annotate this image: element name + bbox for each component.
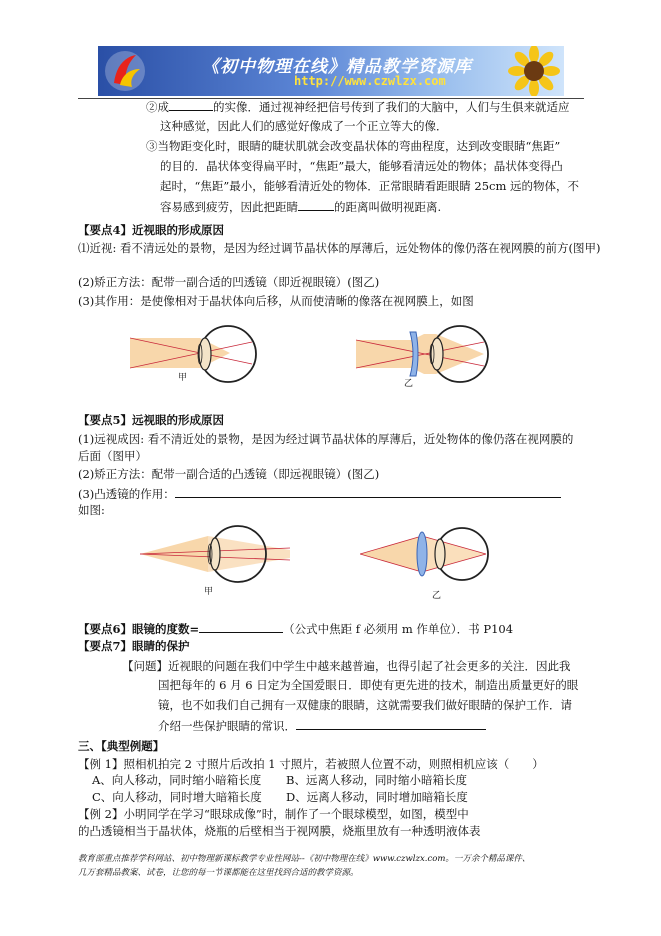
point5-heading: 【要点5】远视眼的形成原因	[78, 413, 225, 427]
text-line: 介绍一些保护眼睛的常识．	[158, 717, 486, 734]
text-line: 【例 2】小明同学在学习“眼球成像”时，制作了一个眼球模型，如图，模型中	[78, 807, 469, 821]
banner-title: 《初中物理在线》精品教学资源库	[202, 57, 472, 77]
myopia-corrected-diagram	[356, 318, 506, 386]
hyperopia-corrected-diagram	[360, 518, 510, 590]
examples-heading: 三、【典型例题】	[78, 739, 165, 753]
text-line: 【例 1】照相机拍完 2 寸照片后改拍 1 寸照片，若被照人位置不动，则照相机应该（ ）	[78, 757, 544, 771]
blank-line	[298, 198, 334, 211]
text-line: 国把每年的 6 月 6 日定为全国爱眼日．即使有更先进的技术，制造出质量更好的眼	[158, 678, 579, 692]
text-line: (3)其作用：是使像相对于晶状体向后移，从而使清晰的像落在视网膜上，如图	[78, 294, 474, 308]
figure-label: 甲	[204, 587, 214, 597]
text-line: (2)矫正方法：配带一副合适的凸透镜（即远视眼镜）(图乙)	[78, 467, 380, 481]
option-a: A、向人移动，同时缩小暗箱长度	[92, 773, 262, 787]
text-line: 镜，也不如我们自己拥有一双健康的眼睛，这就需要我们做好眼睛的保护工作．请	[158, 698, 572, 712]
point6-line: 【要点6】眼镜的度数= （公式中焦距 f 必须用 m 作单位）．书 P104	[78, 622, 514, 636]
figure-label: 乙	[432, 591, 442, 601]
figure-label: 乙	[404, 379, 414, 389]
text-line: 容易感到疲劳，因此把距睛 的距离叫做明视距离.	[160, 200, 442, 214]
text-line: (1)远视成因: 看不清近处的景物，是因为经过调节晶状体的厚薄后，近处物体的像仍落在视网膜的	[78, 432, 574, 446]
text-line: 如图:	[78, 503, 105, 517]
point7-heading: 【要点7】眼睛的保护	[78, 639, 190, 653]
banner-url[interactable]: http://www.czwlzx.com	[294, 74, 446, 88]
option-b: B、远离人移动，同时缩小暗箱长度	[286, 773, 467, 787]
footer-line: 几万套精品教案、试卷，让您的每一节课都能在这里找到合适的教学资源。	[78, 868, 359, 878]
text-line: 后面（图甲）	[78, 449, 147, 463]
site-logo-icon	[102, 49, 148, 93]
text-line: 的目的．晶状体变得扁平时，“焦距”最大，能够看清远处的物体；晶状体变得凸	[160, 159, 563, 173]
option-c: C、向人移动，同时增大暗箱长度	[92, 790, 262, 804]
header-banner	[98, 46, 564, 96]
option-d: D、远离人移动，同时增加暗箱长度	[286, 790, 468, 804]
point4-heading: 【要点4】近视眼的形成原因	[78, 223, 225, 237]
hyperopia-eye-diagram	[140, 518, 292, 590]
text-line: ⑴近视: 看不清远处的景物，是因为经过调节晶状体的厚薄后，远处物体的像仍落在视网膜的前方(图甲)	[78, 241, 601, 255]
text-line: (3)凸透镜的作用：	[78, 485, 561, 502]
text-line: ②成 的实像．通过视神经把信号传到了我们的大脑中，人们与生俱来就适应	[146, 100, 570, 114]
blank-line	[296, 717, 486, 730]
blank-line	[199, 620, 283, 633]
text-line: 这种感觉，因此人们的感觉好像成了一个正立等大的像．	[160, 119, 448, 133]
myopia-eye-diagram	[130, 318, 274, 386]
figure-label: 甲	[178, 373, 188, 383]
blank-line	[169, 98, 213, 111]
footer-line: 教育部重点推荐学科网站、初中物理新课标教学专业性网站--《初中物理在线》www.czwlzx.com。一万余个精品课件、	[78, 854, 531, 864]
text-line: 的凸透镜相当于晶状体，烧瓶的后壁相当于视网膜，烧瓶里放有一种透明液体表	[78, 824, 481, 838]
text-line: 起时，“焦距”最小，能够看清近处的物体．正常眼睛看距眼睛 25cm 远的物体，不	[160, 179, 580, 193]
text-line: ③当物距变化时，眼睛的睫状肌就会改变晶状体的弯曲程度，达到改变眼睛“焦距”	[146, 139, 561, 153]
blank-line	[175, 485, 561, 498]
text-line: (2)矫正方法：配带一副合适的凹透镜（即近视眼镜）(图乙)	[78, 275, 380, 289]
text-line: 【问题】近视眼的问题在我们中学生中越来越普遍，也得引起了社会更多的关注．因此我	[122, 659, 571, 673]
sunflower-icon	[488, 46, 562, 96]
